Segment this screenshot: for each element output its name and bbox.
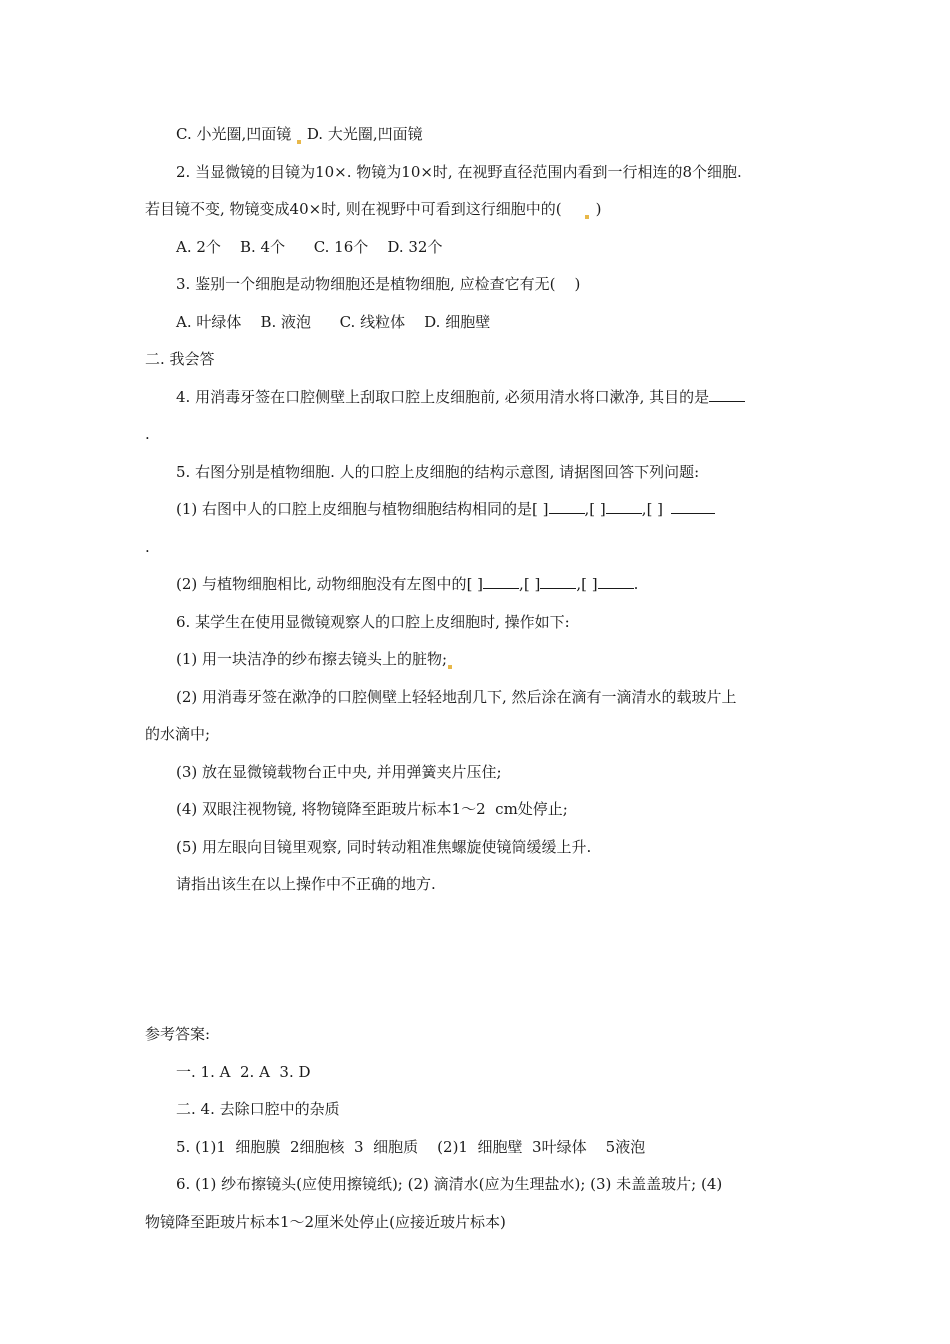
answers-title: 参考答案: bbox=[145, 1025, 211, 1043]
q4-end: . bbox=[145, 425, 150, 443]
q5-part1 bbox=[176, 499, 715, 519]
q6-step1-text: (1) 用一块洁净的纱布擦去镜头上的脏物; bbox=[176, 650, 448, 668]
q4-stem bbox=[176, 387, 745, 407]
highlight-mark bbox=[448, 665, 452, 669]
separator: , bbox=[584, 500, 590, 518]
answers-q5: 5. (1)1 细胞膜 2细胞核 3 细胞质 (2)1 细胞壁 3叶绿体 5液泡 bbox=[176, 1138, 646, 1156]
q2-options: A. 2个 B. 4个 C. 16个 D. 32个 bbox=[176, 238, 443, 256]
q2-close-paren: ) bbox=[595, 200, 602, 218]
bracket: [ ] bbox=[532, 500, 549, 518]
period: . bbox=[633, 575, 639, 593]
q6-step4: (4) 双眼注视物镜, 将物镜降至距玻片标本1～2 cm处停止; bbox=[176, 800, 568, 818]
q4-stem-text: 4. 用消毒牙签在口腔侧壁上刮取口腔上皮细胞前, 必须用清水将口漱净, 其目的是 bbox=[176, 388, 710, 406]
q5-part2-text: (2) 与植物细胞相比, 动物细胞没有左图中的 bbox=[176, 575, 467, 593]
highlight-mark bbox=[297, 140, 301, 144]
separator: , bbox=[519, 575, 524, 593]
answers-part2: 二. 4. 去除口腔中的杂质 bbox=[176, 1100, 340, 1118]
separator: , bbox=[641, 500, 647, 518]
answer-blank[interactable] bbox=[483, 574, 519, 589]
answer-blank[interactable] bbox=[671, 499, 715, 514]
answer-blank[interactable] bbox=[598, 574, 634, 589]
q1-option-c: C. 小光圈,凹面镜 bbox=[176, 125, 292, 143]
bracket: [ ] bbox=[581, 575, 598, 593]
section2-title: 二. 我会答 bbox=[145, 350, 215, 368]
separator: , bbox=[576, 575, 582, 593]
q2-stem-line2 bbox=[145, 199, 601, 219]
q5-part1-end: . bbox=[145, 538, 150, 556]
answer-blank[interactable] bbox=[709, 387, 745, 402]
q6-step1 bbox=[176, 649, 453, 669]
q2-stem-line1: 2. 当显微镜的目镜为10×. 物镜为10×时, 在视野直径范围内看到一行相连的8个细胞. bbox=[176, 163, 742, 181]
q5-part1-text: (1) 右图中人的口腔上皮细胞与植物细胞结构相同的是 bbox=[176, 500, 533, 518]
q3-options: A. 叶绿体 B. 液泡 C. 线粒体 D. 细胞壁 bbox=[176, 313, 491, 331]
answers-q6-line2: 物镜降至距玻片标本1～2厘米处停止(应接近玻片标本) bbox=[145, 1213, 506, 1231]
bracket: [ ] bbox=[646, 500, 664, 518]
q3-stem: 3. 鉴别一个细胞是动物细胞还是植物细胞, 应检查它有无( ) bbox=[176, 275, 581, 293]
answer-blank[interactable] bbox=[606, 499, 642, 514]
answers-q6-line1: 6. (1) 纱布擦镜头(应使用擦镜纸); (2) 滴清水(应为生理盐水); (3) 未盖盖玻片; (4) bbox=[176, 1175, 723, 1193]
q6-step5: (5) 用左眼向目镜里观察, 同时转动粗准焦螺旋使镜筒缓缓上升. bbox=[176, 838, 592, 856]
answer-blank[interactable] bbox=[549, 499, 585, 514]
q6-stem: 6. 某学生在使用显微镜观察人的口腔上皮细胞时, 操作如下: bbox=[176, 613, 570, 631]
q6-step2-line1: (2) 用消毒牙签在漱净的口腔侧壁上轻轻地刮几下, 然后涂在滴有一滴清水的载玻片上 bbox=[176, 688, 737, 706]
bracket: [ ] bbox=[523, 575, 541, 593]
q1-options-cd bbox=[176, 124, 423, 144]
q6-step3: (3) 放在显微镜载物台正中央, 并用弹簧夹片压住; bbox=[176, 763, 502, 781]
bracket: [ ] bbox=[466, 575, 484, 593]
answers-part1: 一. 1. A 2. A 3. D bbox=[176, 1063, 311, 1081]
q6-question: 请指出该生在以上操作中不正确的地方. bbox=[176, 875, 436, 893]
q6-step2-line2: 的水滴中; bbox=[145, 725, 211, 743]
highlight-mark bbox=[585, 215, 589, 219]
answer-blank[interactable] bbox=[540, 574, 576, 589]
q1-option-d: D. 大光圈,凹面镜 bbox=[306, 125, 423, 143]
q5-part2 bbox=[176, 574, 638, 594]
q2-stem-text: 若目镜不变, 物镜变成40×时, 则在视野中可看到这行细胞中的( bbox=[145, 200, 562, 218]
bracket: [ ] bbox=[589, 500, 606, 518]
q5-stem: 5. 右图分别是植物细胞. 人的口腔上皮细胞的结构示意图, 请据图回答下列问题: bbox=[176, 463, 700, 481]
